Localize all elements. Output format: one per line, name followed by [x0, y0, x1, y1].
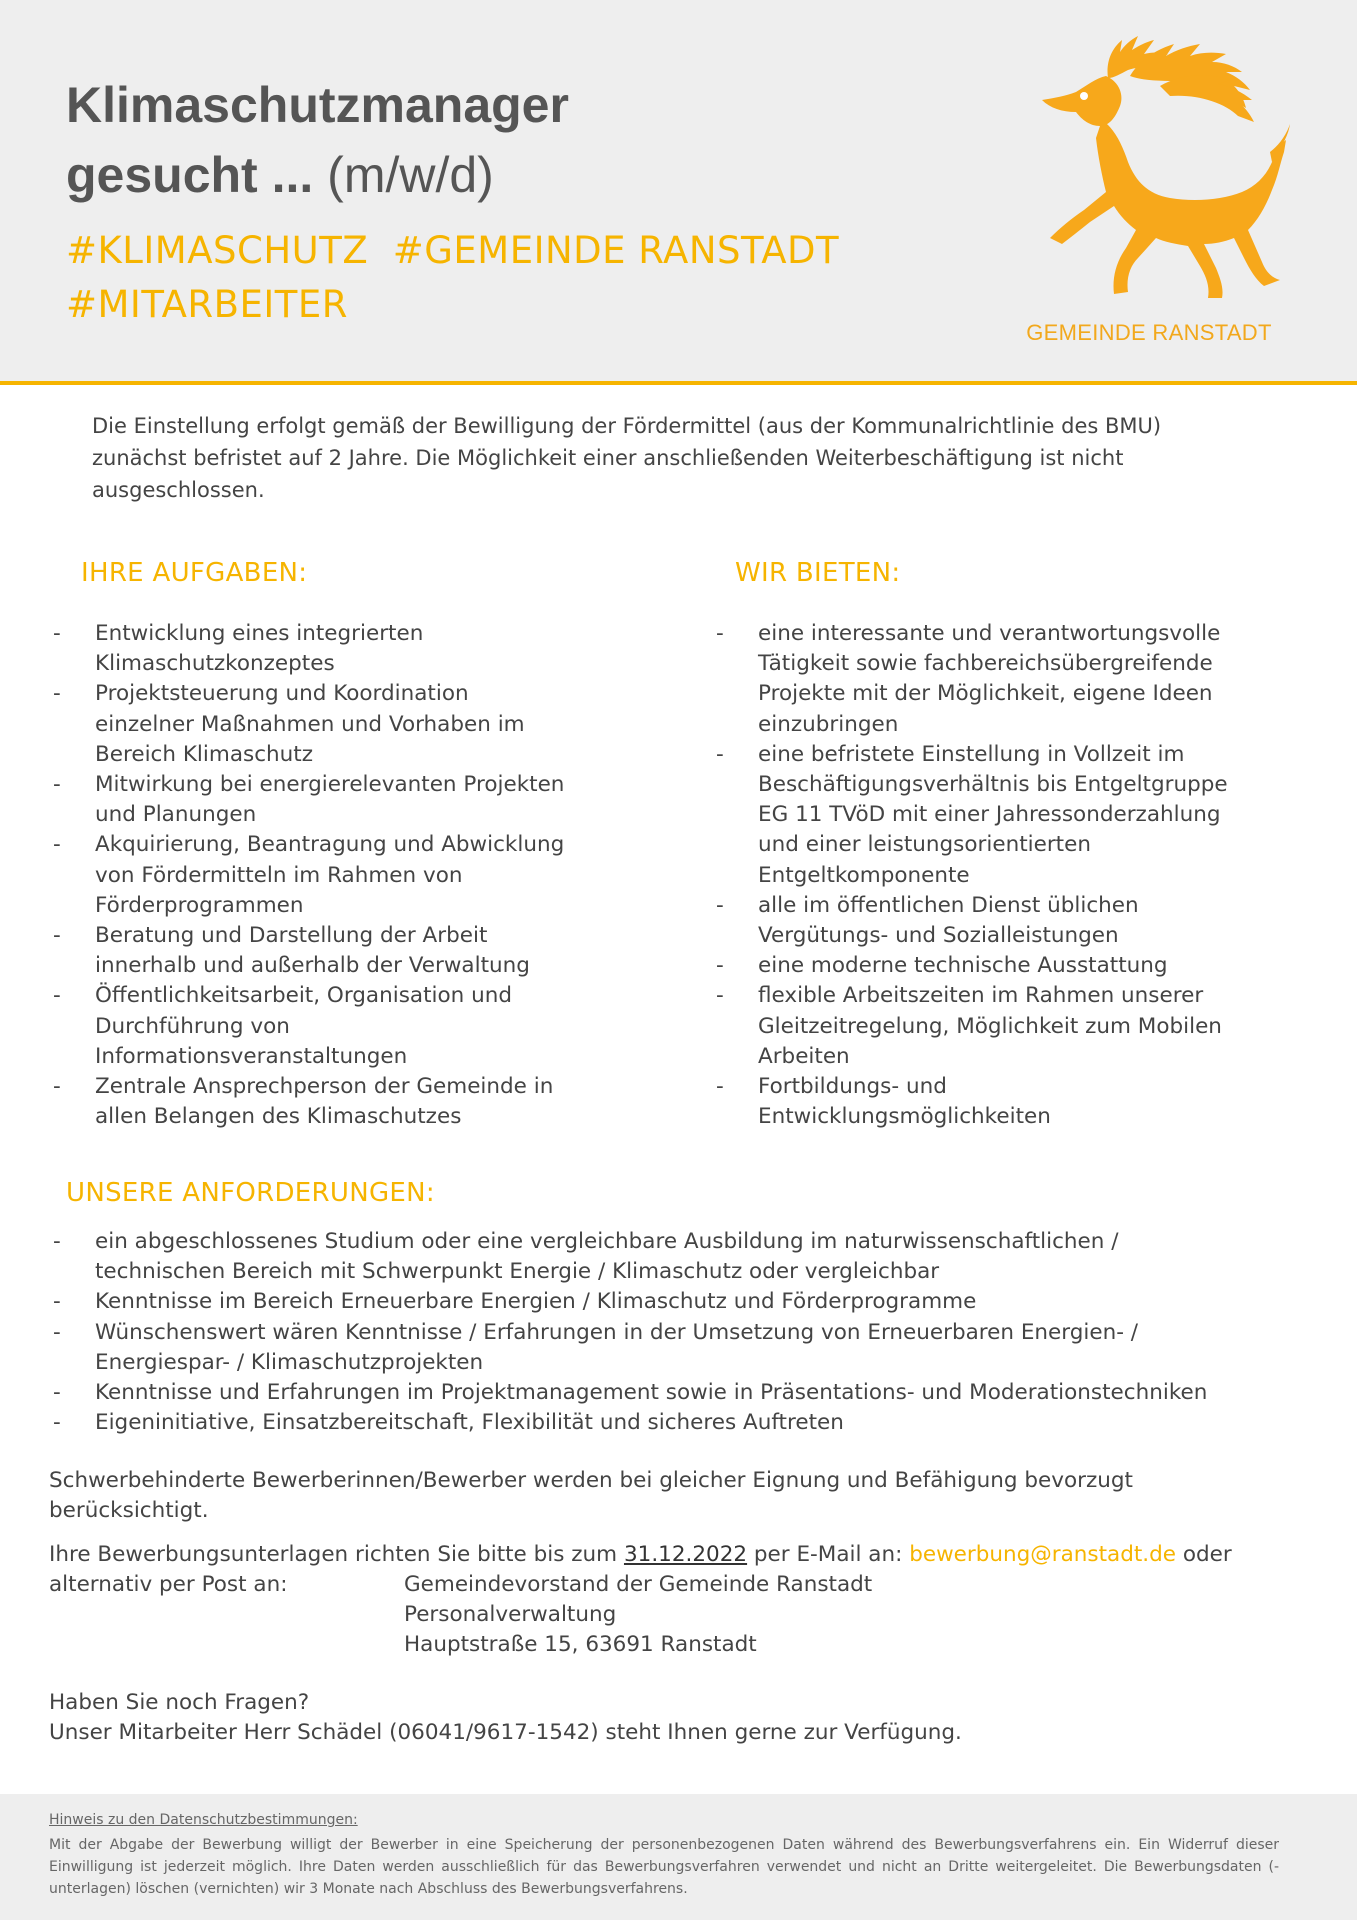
title-line-1: Klimaschutzmanager [66, 77, 569, 133]
list-item: - Zentrale Ansprechperson der Gemeinde in allen Belangen des Klimaschutzes [49, 1072, 649, 1132]
anforderungen-heading: UNSERE ANFORDERUNGEN: [66, 1178, 435, 1208]
list-item: - eine befristete Einstellung in Vollzeit im Beschäftigungsverhältnis bis Entgeltgruppe EG 11 TVöD mit einer Jahressonderzahlung und einer leistungsorientierten Entgeltkomponente [712, 740, 1312, 891]
bieten-heading: WIR BIETEN: [735, 558, 901, 588]
header-divider [0, 381, 1357, 385]
deadline-date: 31.12.2022 [623, 1542, 748, 1567]
list-item: - ein abgeschlossenes Studium oder eine vergleichbare Ausbildung im naturwissenschaftlichen / technischen Bereich mit Schwerpunkt Energie / Klimaschutz oder vergleichbar [49, 1227, 1339, 1287]
list-item: - eine interessante und verantwortungsvolle Tätigkeit sowie fachbereichsübergreifende Projekte mit der Möglichkeit, eigene Ideen einzubringen [712, 619, 1312, 740]
list-item: - flexible Arbeitszeiten im Rahmen unserer Gleitzeitregelung, Möglichkeit zum Mobilen Arbeiten [712, 981, 1312, 1072]
list-item: - Akquirierung, Beantragung und Abwicklung von Fördermitteln im Rahmen von Förderprogrammen [49, 830, 649, 921]
title-gender: (m/w/d) [327, 147, 494, 203]
list-item: - Beratung und Darstellung der Arbeit innerhalb und außerhalb der Verwaltung [49, 921, 649, 981]
email-link[interactable]: bewerbung@ranstadt.de [909, 1542, 1177, 1567]
list-item: - alle im öffentlichen Dienst üblichen Vergütungs- und Sozialleistungen [712, 891, 1312, 951]
title-bold: gesucht ... [66, 147, 314, 203]
postal-address: Gemeindevorstand der Gemeinde Ranstadt Personalverwaltung Hauptstraße 15, 63691 Ranstadt [404, 1572, 873, 1657]
list-item: - Kenntnisse und Erfahrungen im Projektmanagement sowie in Präsentations- und Moderationstechniken [49, 1378, 1339, 1408]
aufgaben-list [49, 619, 649, 1132]
hashtags [66, 224, 839, 332]
hashtags-line-2: #MITARBEITER [66, 283, 348, 326]
list-item: - Eigeninitiative, Einsatzbereitschaft, Flexibilität und sicheres Auftreten [49, 1408, 1339, 1438]
list-item: - Fortbildungs- und Entwicklungsmöglichkeiten [712, 1072, 1312, 1132]
aufgaben-heading: IHRE AUFGABEN: [81, 558, 308, 588]
list-item: - eine moderne technische Ausstattung [712, 951, 1312, 981]
bewerbung-paragraph: Ihre Bewerbungsunterlagen richten Sie bitte bis zum 31.12.2022 per E-Mail an: bewerbung@ranstadt.de oder alternativ per Post an: [49, 1542, 1232, 1597]
list-item: - Kenntnisse im Bereich Erneuerbare Energien / Klimaschutz und Förderprogramme [49, 1287, 1339, 1317]
list-item: - Entwicklung eines integrierten Klimaschutzkonzeptes [49, 619, 649, 679]
title-line-2 [66, 140, 569, 210]
footer-title: Hinweis zu den Datenschutzbestimmungen: [49, 1812, 358, 1828]
intro-line: zunächst befristet auf 2 Jahre. Die Möglichkeit einer anschließenden Weiterbeschäftigung ist nicht [92, 446, 1124, 470]
page-title [66, 70, 569, 210]
schwerbehindert-note: Schwerbehinderte Bewerberinnen/Bewerber werden bei gleicher Eignung und Befähigung bevorzugt berücksichtigt. [49, 1468, 1133, 1523]
hashtags-line-1: #KLIMASCHUTZ #GEMEINDE RANSTADT [66, 229, 840, 272]
anforderungen-list [49, 1227, 1339, 1438]
bieten-list [712, 619, 1312, 1132]
list-item: - Mitwirkung bei energierelevanten Projekten und Planungen [49, 770, 649, 830]
intro-line: Die Einstellung erfolgt gemäß der Bewilligung der Fördermittel (aus der Kommunalrichtlinie des BMU) [92, 414, 1162, 438]
logo-caption: GEMEINDE RANSTADT [1026, 320, 1272, 345]
intro-line: ausgeschlossen. [92, 478, 265, 502]
list-item: - Wünschenswert wären Kenntnisse / Erfahrungen in der Umsetzung von Erneuerbaren Energien- / Energiespar- / Klimaschutzprojekten [49, 1318, 1339, 1378]
list-item: - Öffentlichkeitsarbeit, Organisation und Durchführung von Informationsveranstaltungen [49, 981, 649, 1072]
stag-emblem-icon [1010, 16, 1290, 316]
intro-paragraph [92, 410, 1292, 506]
fragen-paragraph: Haben Sie noch Fragen? Unser Mitarbeiter Herr Schädel (06041/9617-1542) steht Ihnen gerne zur Verfügung. [49, 1690, 962, 1745]
footer-text: Mit der Abgabe der Bewerbung willigt der Bewerber in eine Speicherung der personenbezogenen Daten während des Bewerbungsverfahrens ein. Ein Widerruf dieser Einwilligung ist jederzeit möglich. Ihre Daten werden ausschließlich für das Bewerbungsverfahren verwendet und nicht an Dritte weitergeleitet. Die Bewerbungsdaten (-unterlagen) löschen (vernichten) wir 3 Monate nach Abschluss des Bewerbungsverfahrens. [49, 1837, 1279, 1897]
list-item: - Projektsteuerung und Koordination einzelner Maßnahmen und Vorhaben im Bereich Klimaschutz [49, 679, 649, 770]
